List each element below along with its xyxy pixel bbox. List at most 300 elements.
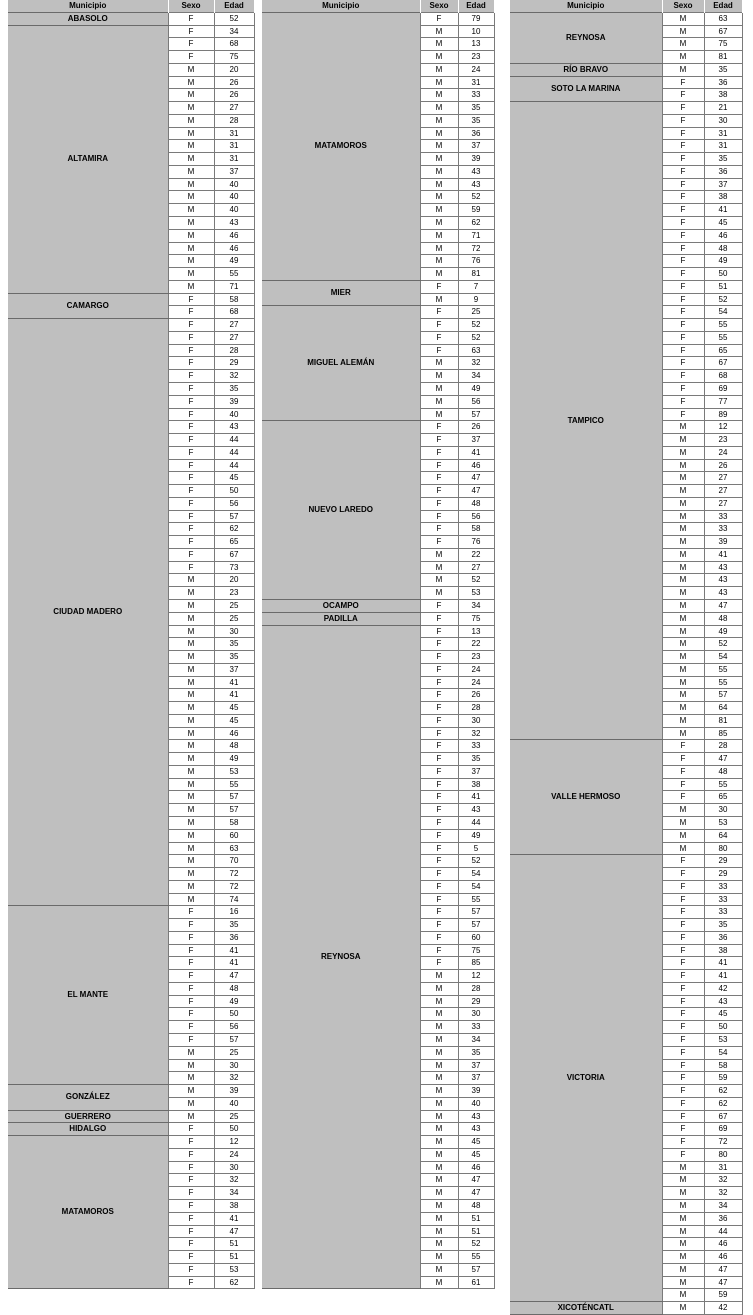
sexo-cell: F	[420, 421, 458, 434]
edad-cell: 30	[458, 1008, 494, 1021]
edad-cell: 40	[458, 1097, 494, 1110]
sexo-cell: F	[420, 331, 458, 344]
sexo-cell: M	[420, 165, 458, 178]
edad-cell: 12	[458, 970, 494, 983]
sexo-cell: M	[662, 472, 704, 485]
edad-cell: 62	[214, 523, 254, 536]
header-sexo: Sexo	[662, 0, 704, 12]
edad-cell: 41	[214, 957, 254, 970]
sexo-cell: F	[168, 1276, 214, 1289]
sexo-cell: M	[662, 1251, 704, 1264]
edad-cell: 43	[704, 587, 742, 600]
sexo-cell: M	[662, 804, 704, 817]
edad-cell: 51	[458, 1225, 494, 1238]
edad-cell: 61	[458, 1276, 494, 1289]
edad-cell: 52	[214, 12, 254, 25]
sexo-cell: F	[420, 459, 458, 472]
edad-cell: 27	[214, 319, 254, 332]
sexo-cell: M	[420, 1238, 458, 1251]
edad-cell: 26	[704, 459, 742, 472]
edad-cell: 46	[214, 242, 254, 255]
edad-cell: 58	[214, 293, 254, 306]
edad-cell: 21	[704, 102, 742, 115]
sexo-cell: M	[168, 689, 214, 702]
edad-cell: 49	[458, 829, 494, 842]
edad-cell: 51	[214, 1251, 254, 1264]
sexo-cell: M	[168, 702, 214, 715]
edad-cell: 49	[214, 255, 254, 268]
edad-cell: 16	[214, 906, 254, 919]
header-row	[510, 0, 742, 12]
sexo-cell: M	[662, 38, 704, 51]
edad-cell: 23	[458, 51, 494, 64]
edad-cell: 57	[214, 510, 254, 523]
sexo-cell: F	[420, 676, 458, 689]
sexo-cell: F	[168, 344, 214, 357]
sexo-cell: M	[662, 25, 704, 38]
sexo-cell: M	[662, 599, 704, 612]
sexo-cell: F	[168, 523, 214, 536]
sexo-cell: M	[420, 1212, 458, 1225]
municipio-cell: MIGUEL ALEMÁN	[262, 306, 420, 421]
sexo-cell: M	[662, 1225, 704, 1238]
edad-cell: 35	[214, 638, 254, 651]
edad-cell: 65	[214, 536, 254, 549]
sexo-cell: M	[420, 25, 458, 38]
edad-cell: 24	[458, 676, 494, 689]
edad-cell: 72	[458, 242, 494, 255]
edad-cell: 81	[704, 714, 742, 727]
edad-cell: 63	[704, 12, 742, 25]
sexo-cell: F	[662, 1123, 704, 1136]
edad-cell: 48	[214, 982, 254, 995]
sexo-cell: M	[168, 76, 214, 89]
edad-cell: 33	[704, 893, 742, 906]
edad-cell: 45	[704, 217, 742, 230]
edad-cell: 30	[458, 714, 494, 727]
sexo-cell: F	[420, 765, 458, 778]
sexo-cell: F	[662, 868, 704, 881]
sexo-cell: F	[168, 408, 214, 421]
edad-cell: 59	[704, 1289, 742, 1302]
sexo-cell: M	[168, 765, 214, 778]
edad-cell: 50	[704, 1021, 742, 1034]
sexo-cell: M	[662, 574, 704, 587]
sexo-cell: M	[420, 357, 458, 370]
sexo-cell: M	[420, 102, 458, 115]
edad-cell: 33	[704, 906, 742, 919]
sexo-cell: M	[168, 127, 214, 140]
edad-cell: 25	[214, 1110, 254, 1123]
sexo-cell: M	[662, 651, 704, 664]
sexo-cell: F	[662, 1021, 704, 1034]
sexo-cell: F	[168, 1212, 214, 1225]
table-row	[262, 612, 494, 625]
sexo-cell: F	[420, 497, 458, 510]
sexo-cell: M	[168, 1072, 214, 1085]
edad-cell: 37	[458, 765, 494, 778]
sexo-cell: F	[420, 727, 458, 740]
sexo-cell: M	[662, 1238, 704, 1251]
edad-cell: 55	[214, 268, 254, 281]
municipio-cell: VALLE HERMOSO	[510, 740, 662, 855]
edad-cell: 47	[704, 1263, 742, 1276]
edad-cell: 57	[704, 689, 742, 702]
edad-cell: 24	[458, 63, 494, 76]
edad-cell: 48	[704, 242, 742, 255]
sexo-cell: M	[662, 1289, 704, 1302]
municipio-cell: RÍO BRAVO	[510, 63, 662, 76]
edad-cell: 39	[214, 395, 254, 408]
sexo-cell: M	[662, 1302, 704, 1315]
sexo-cell: M	[662, 702, 704, 715]
edad-cell: 75	[458, 612, 494, 625]
municipio-cell: REYNOSA	[262, 625, 420, 1289]
sexo-cell: F	[168, 1161, 214, 1174]
edad-cell: 62	[214, 1276, 254, 1289]
edad-cell: 47	[458, 472, 494, 485]
table-body	[8, 12, 254, 1289]
sexo-cell: F	[168, 957, 214, 970]
sexo-cell: F	[168, 1034, 214, 1047]
table-row	[262, 421, 494, 434]
sexo-cell: F	[662, 229, 704, 242]
edad-cell: 56	[214, 1021, 254, 1034]
edad-cell: 32	[458, 357, 494, 370]
edad-cell: 43	[458, 1110, 494, 1123]
sexo-cell: F	[662, 127, 704, 140]
edad-cell: 9	[458, 293, 494, 306]
sexo-cell: F	[662, 217, 704, 230]
edad-cell: 53	[214, 1263, 254, 1276]
sexo-cell: M	[168, 638, 214, 651]
edad-cell: 13	[458, 38, 494, 51]
sexo-cell: M	[168, 625, 214, 638]
sexo-cell: M	[420, 370, 458, 383]
sexo-cell: M	[420, 1161, 458, 1174]
edad-cell: 45	[458, 1136, 494, 1149]
edad-cell: 33	[704, 510, 742, 523]
sexo-cell: M	[168, 178, 214, 191]
table-row	[8, 12, 254, 25]
edad-cell: 40	[214, 204, 254, 217]
edad-cell: 47	[458, 1174, 494, 1187]
edad-cell: 48	[214, 740, 254, 753]
sexo-cell: M	[662, 1199, 704, 1212]
sexo-cell: M	[420, 229, 458, 242]
sexo-cell: M	[420, 1148, 458, 1161]
edad-cell: 32	[704, 1187, 742, 1200]
edad-cell: 26	[458, 689, 494, 702]
sexo-cell: M	[420, 1174, 458, 1187]
sexo-cell: F	[420, 12, 458, 25]
sexo-cell: F	[420, 306, 458, 319]
sexo-cell: M	[420, 293, 458, 306]
edad-cell: 33	[458, 740, 494, 753]
edad-cell: 73	[214, 561, 254, 574]
edad-cell: 36	[214, 931, 254, 944]
edad-cell: 60	[458, 931, 494, 944]
edad-cell: 28	[458, 702, 494, 715]
sexo-cell: M	[420, 191, 458, 204]
sexo-cell: F	[168, 1251, 214, 1264]
edad-cell: 25	[214, 1046, 254, 1059]
data-table	[510, 0, 743, 1315]
sexo-cell: F	[420, 523, 458, 536]
sexo-cell: M	[168, 229, 214, 242]
edad-cell: 46	[458, 1161, 494, 1174]
sexo-cell: M	[662, 1276, 704, 1289]
sexo-cell: M	[420, 255, 458, 268]
sexo-cell: M	[662, 536, 704, 549]
sexo-cell: F	[168, 1021, 214, 1034]
edad-cell: 52	[704, 293, 742, 306]
sexo-cell: M	[168, 599, 214, 612]
sexo-cell: M	[420, 1199, 458, 1212]
sexo-cell: F	[420, 536, 458, 549]
sexo-cell: F	[168, 319, 214, 332]
edad-cell: 34	[458, 1034, 494, 1047]
sexo-cell: F	[420, 638, 458, 651]
table-row	[510, 63, 742, 76]
edad-cell: 38	[704, 944, 742, 957]
edad-cell: 68	[214, 306, 254, 319]
edad-cell: 31	[214, 127, 254, 140]
edad-cell: 55	[458, 1251, 494, 1264]
edad-cell: 28	[704, 740, 742, 753]
sexo-cell: M	[168, 753, 214, 766]
edad-cell: 57	[458, 919, 494, 932]
sexo-cell: M	[662, 485, 704, 498]
sexo-cell: F	[420, 829, 458, 842]
edad-cell: 50	[214, 1123, 254, 1136]
edad-cell: 49	[214, 995, 254, 1008]
edad-cell: 70	[214, 855, 254, 868]
edad-cell: 49	[704, 625, 742, 638]
municipio-cell: TAMPICO	[510, 102, 662, 740]
edad-cell: 22	[458, 548, 494, 561]
edad-cell: 31	[704, 140, 742, 153]
table-row	[8, 1123, 254, 1136]
table-row	[510, 102, 742, 115]
sexo-cell: M	[168, 778, 214, 791]
sexo-cell: F	[420, 893, 458, 906]
municipio-cell: MATAMOROS	[8, 1136, 168, 1289]
edad-cell: 34	[458, 370, 494, 383]
edad-cell: 63	[458, 344, 494, 357]
header-sexo: Sexo	[420, 0, 458, 12]
edad-cell: 40	[214, 1097, 254, 1110]
sexo-cell: F	[168, 1199, 214, 1212]
data-table	[262, 0, 495, 1289]
table-body	[510, 12, 742, 1314]
edad-cell: 65	[704, 344, 742, 357]
edad-cell: 54	[458, 868, 494, 881]
edad-cell: 27	[704, 472, 742, 485]
sexo-cell: M	[662, 587, 704, 600]
sexo-cell: F	[420, 753, 458, 766]
edad-cell: 59	[704, 1072, 742, 1085]
sexo-cell: F	[662, 982, 704, 995]
sexo-cell: M	[168, 829, 214, 842]
sexo-cell: F	[662, 268, 704, 281]
sexo-cell: F	[662, 76, 704, 89]
municipio-cell: GONZÁLEZ	[8, 1085, 168, 1111]
header-municipio: Municipio	[262, 0, 420, 12]
sexo-cell: F	[662, 970, 704, 983]
sexo-cell: M	[420, 1046, 458, 1059]
edad-cell: 34	[214, 25, 254, 38]
edad-cell: 40	[214, 408, 254, 421]
table-row	[8, 1085, 254, 1098]
table-row	[8, 1110, 254, 1123]
sexo-cell: F	[662, 944, 704, 957]
edad-cell: 35	[214, 651, 254, 664]
edad-cell: 76	[458, 255, 494, 268]
sexo-cell: F	[168, 1123, 214, 1136]
edad-cell: 57	[214, 791, 254, 804]
edad-cell: 69	[704, 382, 742, 395]
edad-cell: 44	[214, 459, 254, 472]
table-row	[262, 625, 494, 638]
sexo-cell: F	[662, 791, 704, 804]
sexo-cell: F	[168, 485, 214, 498]
edad-cell: 39	[458, 1085, 494, 1098]
sexo-cell: M	[420, 178, 458, 191]
sexo-cell: F	[420, 663, 458, 676]
edad-cell: 7	[458, 280, 494, 293]
edad-cell: 29	[214, 357, 254, 370]
edad-cell: 27	[704, 485, 742, 498]
edad-cell: 32	[214, 1174, 254, 1187]
sexo-cell: F	[662, 344, 704, 357]
sexo-cell: M	[168, 1110, 214, 1123]
sexo-cell: M	[420, 1225, 458, 1238]
edad-cell: 29	[704, 868, 742, 881]
edad-cell: 55	[704, 676, 742, 689]
edad-cell: 46	[214, 229, 254, 242]
municipio-cell: REYNOSA	[510, 12, 662, 63]
edad-cell: 68	[704, 370, 742, 383]
sexo-cell: F	[662, 89, 704, 102]
sexo-cell: M	[168, 676, 214, 689]
sexo-cell: M	[168, 663, 214, 676]
edad-cell: 37	[458, 434, 494, 447]
edad-cell: 41	[214, 689, 254, 702]
edad-cell: 81	[458, 268, 494, 281]
edad-cell: 27	[214, 331, 254, 344]
sexo-cell: F	[662, 306, 704, 319]
edad-cell: 45	[458, 1148, 494, 1161]
edad-cell: 38	[458, 778, 494, 791]
table-column-3	[510, 0, 743, 1315]
edad-cell: 37	[214, 663, 254, 676]
edad-cell: 32	[214, 370, 254, 383]
municipio-cell: CAMARGO	[8, 293, 168, 319]
edad-cell: 47	[458, 1187, 494, 1200]
sexo-cell: M	[420, 217, 458, 230]
sexo-cell: F	[662, 995, 704, 1008]
sexo-cell: F	[420, 472, 458, 485]
sexo-cell: M	[168, 153, 214, 166]
sexo-cell: F	[662, 740, 704, 753]
sexo-cell: F	[662, 957, 704, 970]
edad-cell: 28	[214, 344, 254, 357]
sexo-cell: M	[168, 842, 214, 855]
edad-cell: 12	[214, 1136, 254, 1149]
edad-cell: 60	[214, 829, 254, 842]
edad-cell: 56	[458, 510, 494, 523]
table-row	[510, 12, 742, 25]
sexo-cell: F	[168, 434, 214, 447]
sexo-cell: M	[662, 497, 704, 510]
sexo-cell: F	[662, 753, 704, 766]
edad-cell: 20	[214, 63, 254, 76]
edad-cell: 54	[704, 651, 742, 664]
sexo-cell: F	[420, 651, 458, 664]
sexo-cell: F	[420, 625, 458, 638]
table-row	[262, 12, 494, 25]
sexo-cell: F	[420, 804, 458, 817]
sexo-cell: M	[662, 714, 704, 727]
edad-cell: 35	[704, 63, 742, 76]
sexo-cell: M	[168, 280, 214, 293]
edad-cell: 35	[458, 1046, 494, 1059]
sexo-cell: M	[662, 510, 704, 523]
edad-cell: 30	[214, 625, 254, 638]
table-row	[8, 906, 254, 919]
edad-cell: 45	[214, 472, 254, 485]
sexo-cell: F	[168, 548, 214, 561]
edad-cell: 58	[704, 1059, 742, 1072]
sexo-cell: F	[662, 293, 704, 306]
sexo-cell: F	[662, 1059, 704, 1072]
edad-cell: 50	[214, 1008, 254, 1021]
sexo-cell: F	[420, 778, 458, 791]
sexo-cell: F	[420, 612, 458, 625]
edad-cell: 44	[458, 817, 494, 830]
sexo-cell: M	[420, 1276, 458, 1289]
sexo-cell: F	[168, 906, 214, 919]
edad-cell: 77	[704, 395, 742, 408]
edad-cell: 71	[458, 229, 494, 242]
edad-cell: 42	[704, 982, 742, 995]
edad-cell: 41	[704, 548, 742, 561]
municipio-cell: GUERRERO	[8, 1110, 168, 1123]
edad-cell: 63	[214, 842, 254, 855]
municipio-cell: PADILLA	[262, 612, 420, 625]
edad-cell: 41	[704, 204, 742, 217]
edad-cell: 53	[214, 765, 254, 778]
edad-cell: 37	[704, 178, 742, 191]
sexo-cell: F	[168, 1263, 214, 1276]
edad-cell: 39	[458, 153, 494, 166]
sexo-cell: M	[662, 1212, 704, 1225]
edad-cell: 32	[458, 727, 494, 740]
edad-cell: 45	[214, 702, 254, 715]
edad-cell: 47	[214, 970, 254, 983]
edad-cell: 46	[704, 1251, 742, 1264]
edad-cell: 36	[704, 76, 742, 89]
table-row	[262, 280, 494, 293]
sexo-cell: F	[168, 1174, 214, 1187]
sexo-cell: F	[420, 880, 458, 893]
sexo-cell: F	[420, 319, 458, 332]
municipio-cell: MIER	[262, 280, 420, 306]
edad-cell: 35	[214, 919, 254, 932]
edad-cell: 46	[458, 459, 494, 472]
sexo-cell: F	[662, 1072, 704, 1085]
